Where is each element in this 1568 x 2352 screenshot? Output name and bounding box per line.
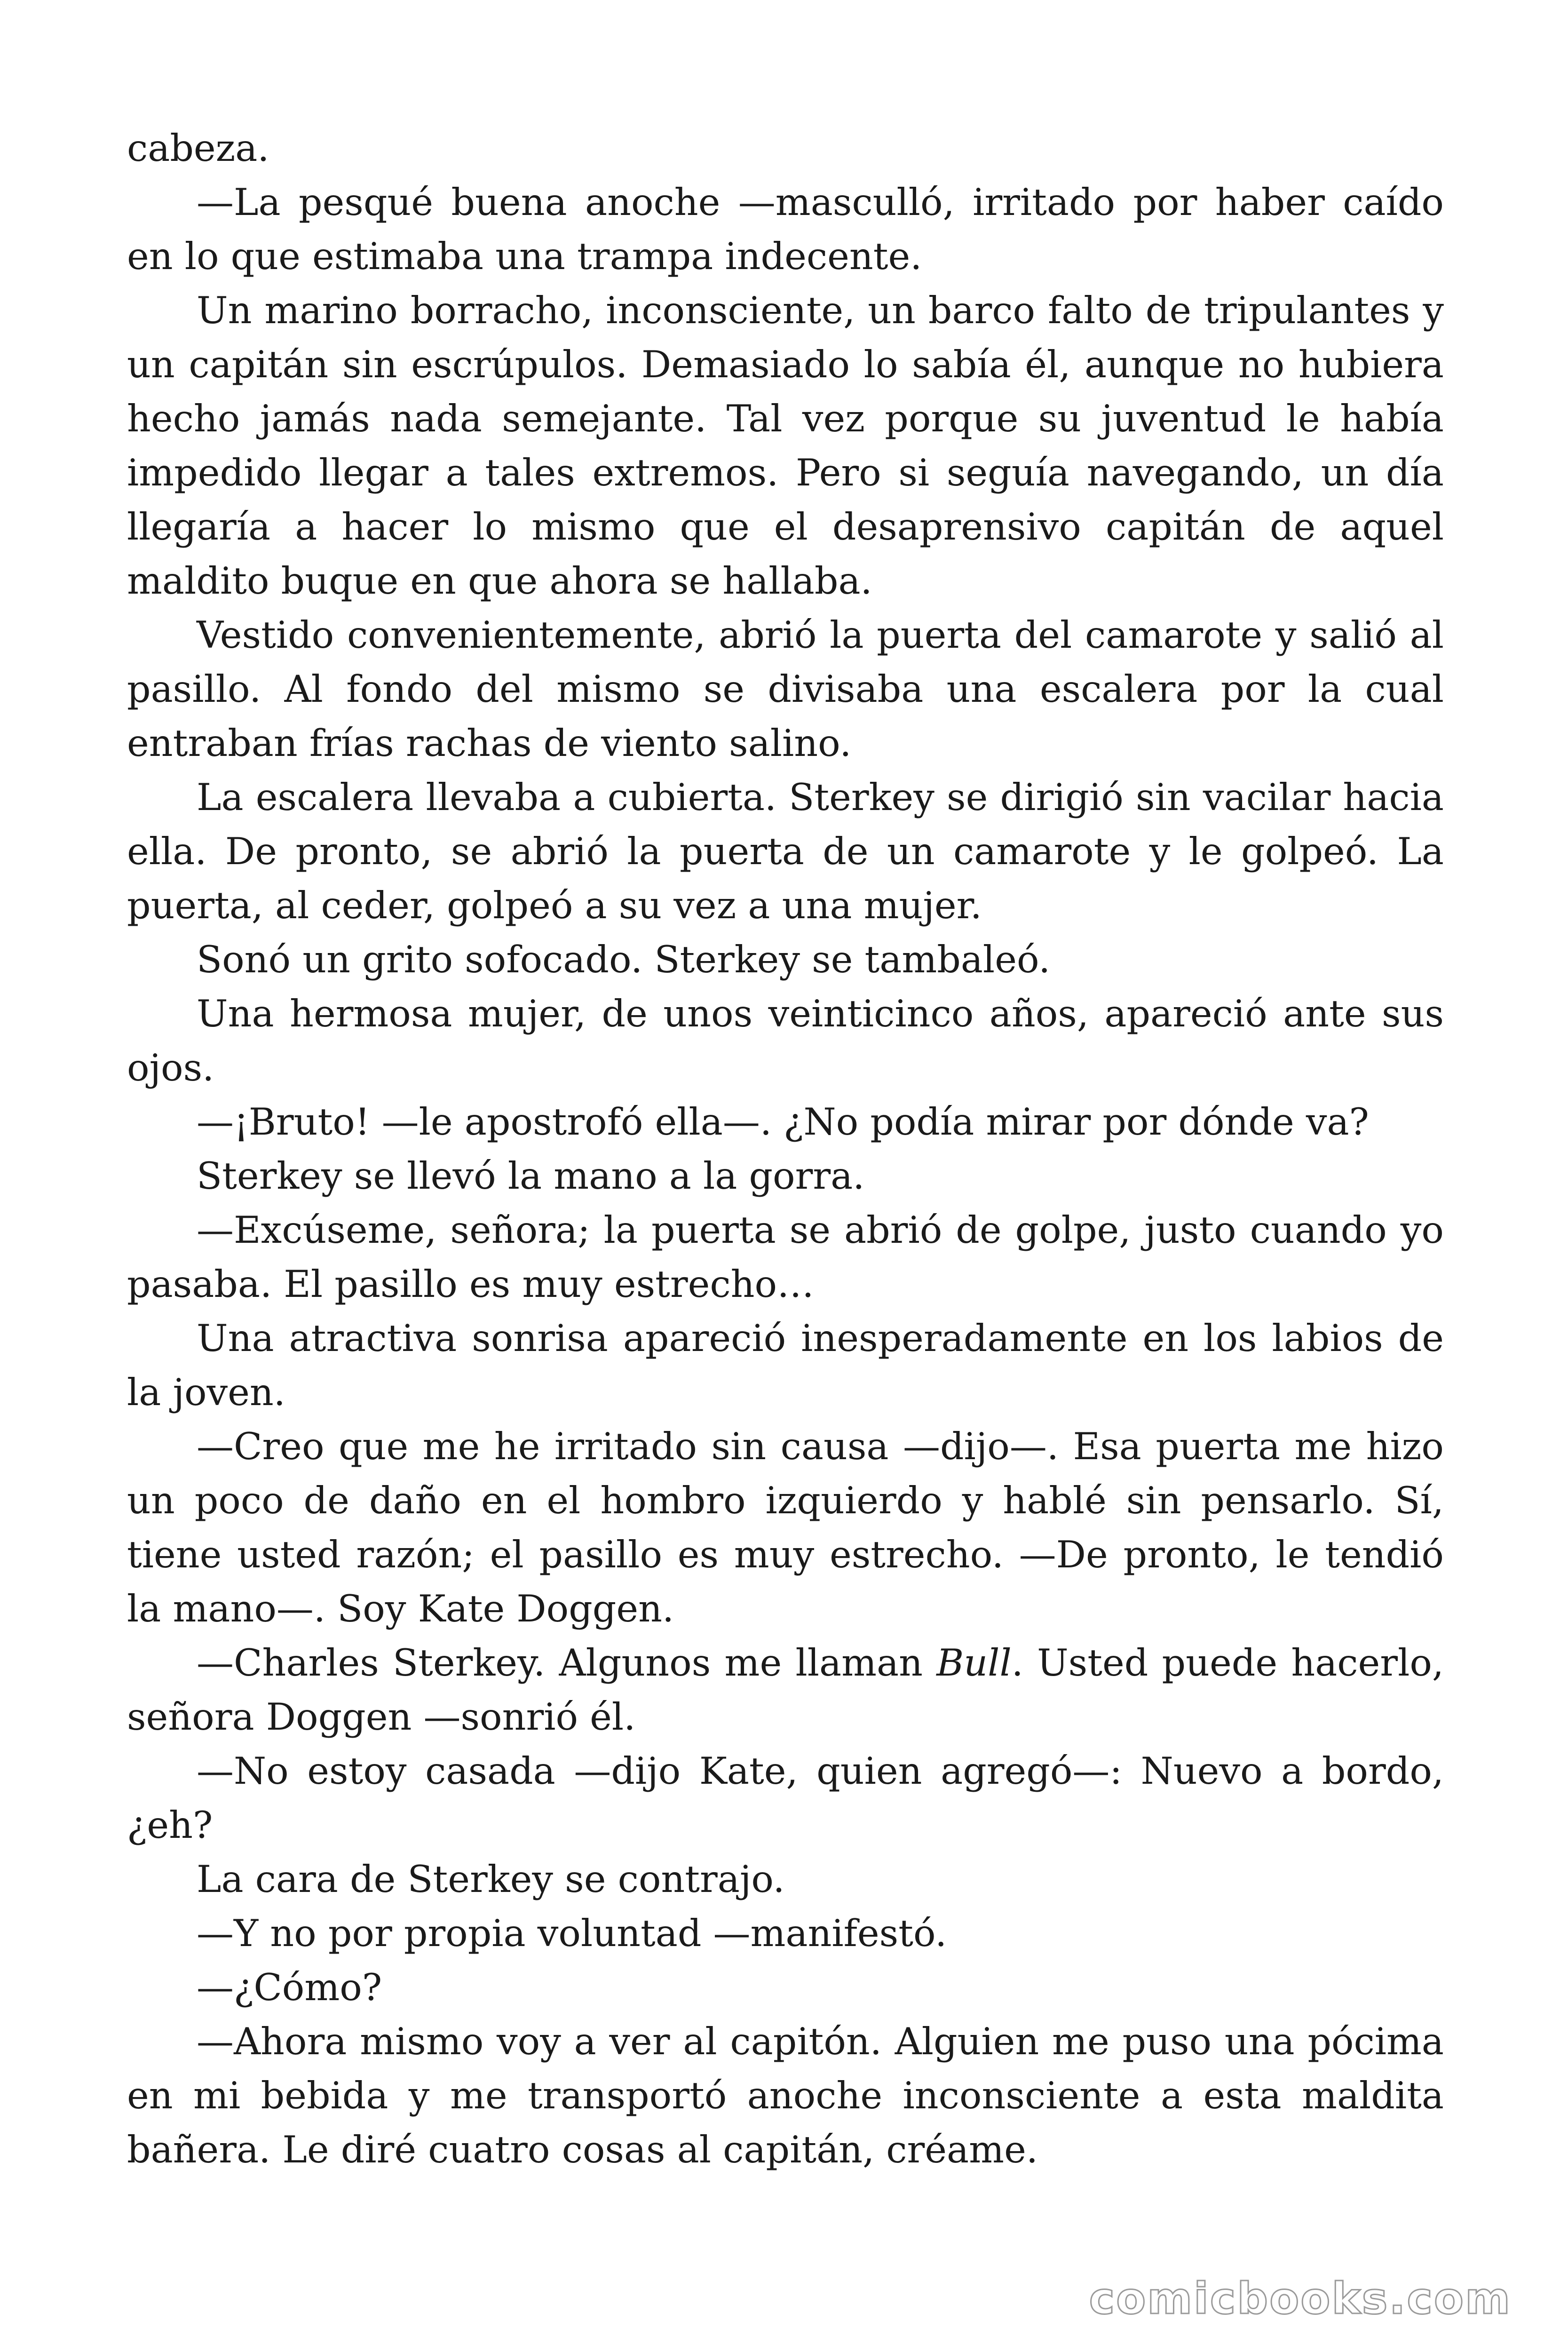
paragraph-text: —Charles Sterkey. Algunos me llaman (197, 1641, 937, 1685)
paragraph-text: Una atractiva sonrisa apareció inesperadamente en los labios de la joven. (127, 1317, 1444, 1414)
paragraph-text: La escalera llevaba a cubierta. Sterkey se dirigió sin vacilar hacia ella. De pronto, se abrió la puerta de un camarote y le golpeó. La puerta, al ceder, golpeó a su vez a una mujer. (127, 776, 1444, 927)
paragraph-15 (127, 1852, 1444, 1907)
paragraph-text: Vestido convenientemente, abrió la puerta del camarote y salió al pasillo. Al fondo del mismo se divisaba una escalera por la cual entraban frías rachas de viento salino. (127, 613, 1444, 765)
paragraph-16 (127, 1907, 1444, 1961)
paragraph-text: Una hermosa mujer, de unos veinticinco años, apareció ante sus ojos. (127, 992, 1444, 1089)
paragraph-text: —La pesqué buena anoche —masculló, irritado por haber caído en lo que estimaba una trampa indecente. (127, 181, 1444, 278)
paragraph-text: —¡Bruto! —le apostrofó ella—. ¿No podía mirar por dónde va? (197, 1100, 1369, 1144)
paragraph-text: Un marino borracho, inconsciente, un barco falto de tripulantes y un capitán sin escrúpulos. Demasiado lo sabía él, aunque no hubiera hecho jamás nada semejante. Tal vez porque su juventud le había impedido llegar a tales extremos. Pero si seguía navegando, un día llegaría a hacer lo mismo que el desaprensivo capitán de aquel maldito buque en que ahora se hallaba. (127, 289, 1444, 603)
paragraph-6 (127, 933, 1444, 987)
paragraph-text: . Usted puede hacerlo, señora Doggen —sonrió él. (127, 1641, 1444, 1739)
paragraph-3 (127, 284, 1444, 608)
paragraph-4 (127, 608, 1444, 771)
paragraph-text: —No estoy casada —dijo Kate, quien agregó—: Nuevo a bordo, ¿eh? (127, 1749, 1444, 1847)
paragraph-12 (127, 1420, 1444, 1636)
paragraph-text: —Excúseme, señora; la puerta se abrió de golpe, justo cuando yo pasaba. El pasillo es muy estrecho… (127, 1208, 1444, 1306)
paragraph-14 (127, 1744, 1444, 1852)
paragraph-1 (127, 121, 1444, 175)
paragraph-13 (127, 1636, 1444, 1744)
paragraph-5 (127, 771, 1444, 933)
watermark: comicbooks.com (1089, 2273, 1512, 2324)
paragraph-text: Sterkey se llevó la mano a la gorra. (197, 1154, 865, 1198)
paragraph-10 (127, 1203, 1444, 1311)
paragraph-text: —Ahora mismo voy a ver al capitón. Alguien me puso una pócima en mi bebida y me transportó anoche inconsciente a esta maldita bañera. Le diré cuatro cosas al capitán, créame. (127, 2020, 1444, 2171)
italic-nickname: Bull (936, 1641, 1012, 1685)
paragraph-text: —¿Cómo? (197, 1966, 382, 2009)
paragraph-7 (127, 987, 1444, 1095)
paragraph-11 (127, 1311, 1444, 1420)
paragraph-text: La cara de Sterkey se contrajo. (197, 1858, 785, 1901)
paragraph-17 (127, 1961, 1444, 2015)
paragraph-text: Sonó un grito sofocado. Sterkey se tambaleó. (197, 938, 1051, 981)
paragraph-8 (127, 1095, 1444, 1149)
paragraph-text: —Creo que me he irritado sin causa —dijo—. Esa puerta me hizo un poco de daño en el hombro izquierdo y hablé sin pensarlo. Sí, tiene usted razón; el pasillo es muy estrecho. —De pronto, le tendió la mano—. Soy Kate Doggen. (127, 1425, 1444, 1630)
paragraph-text: —Y no por propia voluntad —manifestó. (197, 1912, 947, 1955)
paragraph-18 (127, 2015, 1444, 2177)
page-text (127, 121, 1444, 2177)
paragraph-2 (127, 175, 1444, 284)
paragraph-9 (127, 1149, 1444, 1203)
paragraph-text: cabeza. (127, 127, 269, 170)
